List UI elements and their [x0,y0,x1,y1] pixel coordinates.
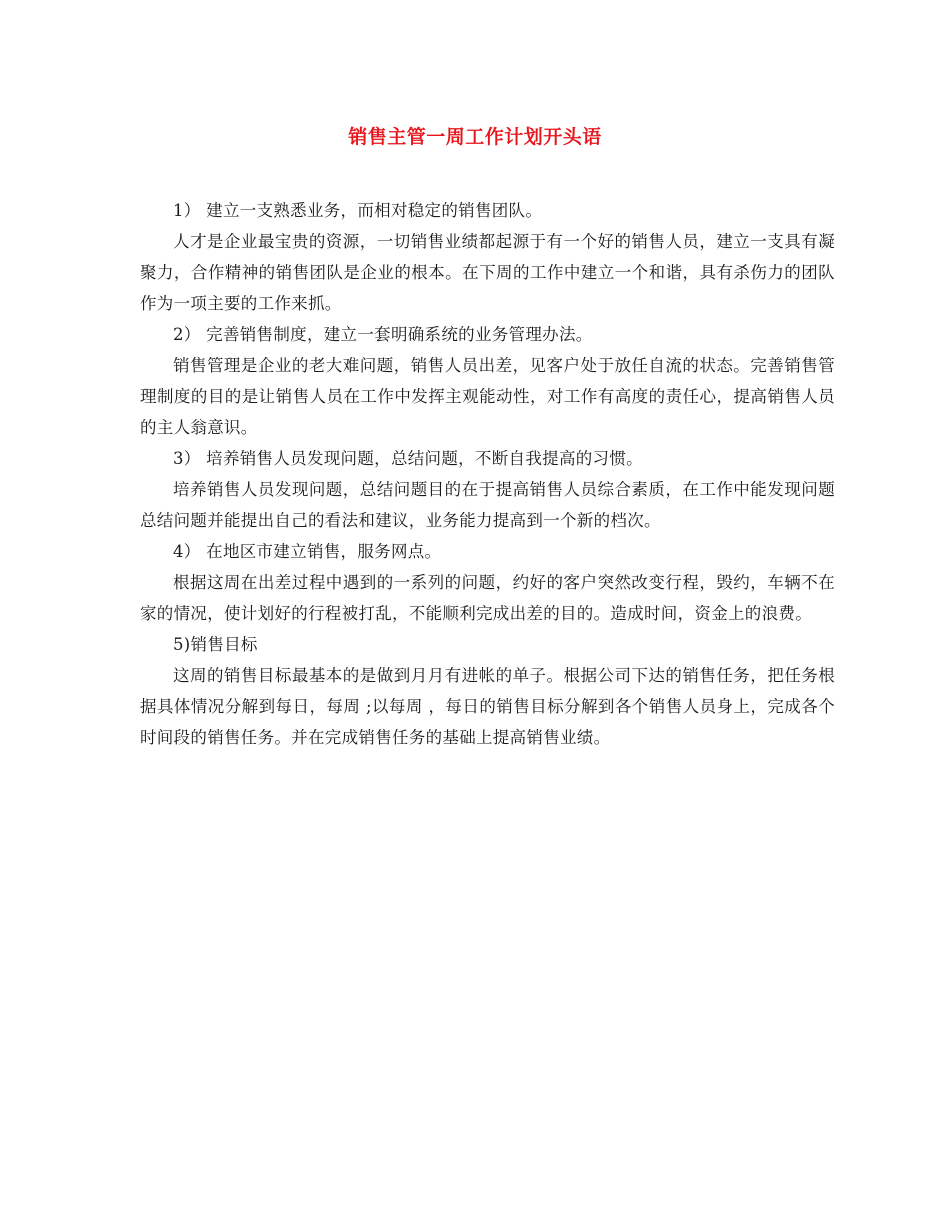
section-heading-1: 1） 建立一支熟悉业务，而相对稳定的销售团队。 [173,201,543,220]
section-paragraph-2: 销售管理是企业的老大难问题，销售人员出差，见客户处于放任自流的状态。完善销售管理制度的目的是让销售人员在工作中发挥主观能动性，对工作有高度的责任心，提高销售人员的主人翁意识。 [140,356,835,437]
document-body [140,195,835,753]
document-title: 销售主管一周工作计划开头语 [348,126,602,148]
section-paragraph-3: 培养销售人员发现问题，总结问题目的在于提高销售人员综合素质，在工作中能发现问题总结问题并能提出自己的看法和建议，业务能力提高到一个新的档次。 [140,480,835,530]
section-paragraph-4: 根据这周在出差过程中遇到的一系列的问题，约好的客户突然改变行程，毁约，车辆不在家的情况，使计划好的行程被打乱，不能顺利完成出差的目的。造成时间，资金上的浪费。 [140,573,835,623]
section-paragraph-1: 人才是企业最宝贵的资源，一切销售业绩都起源于有一个好的销售人员，建立一支具有凝聚力，合作精神的销售团队是企业的根本。在下周的工作中建立一个和谐，具有杀伤力的团队作为一项主要的工作来抓。 [140,232,835,313]
section-paragraph-5: 这周的销售目标最基本的是做到月月有进帐的单子。根据公司下达的销售任务，把任务根据具体情况分解到每日，每周 ;以每周 ，每日的销售目标分解到各个销售人员身上，完成各个时间段的销售任务。并在完成销售任务的基础上提高销售业绩。 [140,666,835,747]
section-heading-5: 5)销售目标 [173,635,258,654]
section-heading-3: 3） 培养销售人员发现问题，总结问题，不断自我提高的习惯。 [173,449,643,468]
section-heading-2: 2） 完善销售制度，建立一套明确系统的业务管理办法。 [173,325,593,344]
section-heading-4: 4） 在地区市建立销售，服务网点。 [173,542,442,561]
